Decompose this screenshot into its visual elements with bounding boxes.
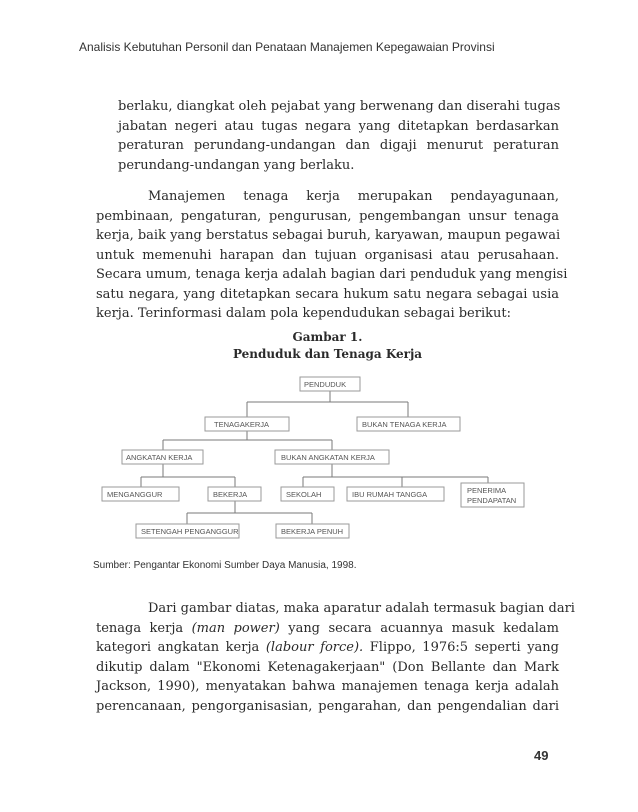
node-bekerja-penuh <box>276 524 349 538</box>
text-run: tenaga kerja <box>96 620 192 636</box>
paragraph-line: perencanaan, pengorganisasian, pengarahan, dan pengendalian dari <box>96 698 559 714</box>
node-setengah-penganggur <box>136 524 239 538</box>
node-tenagakerja <box>205 417 289 431</box>
paragraph-line: Secara umum, tenaga kerja adalah bagian dari penduduk yang mengisi <box>96 267 568 282</box>
node-menganggur <box>102 487 179 501</box>
figure-source: Sumber: Pengantar Ekonomi Sumber Daya Manusia, 1998. <box>93 560 357 571</box>
svg-text:PENDAPATAN: PENDAPATAN <box>467 496 517 505</box>
node-penerima-pendapatan <box>461 483 524 507</box>
node-angkatan-kerja <box>122 450 203 464</box>
svg-text:ANGKATAN KERJA: ANGKATAN KERJA <box>126 453 193 462</box>
text-run: Flippo, 1976:5 seperti yang <box>363 640 559 655</box>
svg-text:SEKOLAH: SEKOLAH <box>286 490 322 499</box>
running-header: Analisis Kebutuhan Personil dan Penataan Manajemen Kepegawaian Provinsi <box>79 40 495 54</box>
page-number: 49 <box>534 748 549 763</box>
paragraph-3 <box>96 599 575 716</box>
svg-text:BEKERJA PENUH: BEKERJA PENUH <box>281 527 344 536</box>
paragraph-line: jabatan negeri atau tugas negara yang ditetapkan berdasarkan <box>118 118 559 134</box>
paragraph-line <box>96 619 559 639</box>
svg-text:BUKAN TENAGA KERJA: BUKAN TENAGA KERJA <box>362 420 447 429</box>
node-penduduk <box>300 377 360 391</box>
node-ibu-rumah-tangga <box>347 487 444 501</box>
paragraph-line: berlaku, diangkat oleh pejabat yang berwenang dan diserahi tugas <box>118 99 561 114</box>
paragraph-line: pembinaan, pengaturan, pengurusan, pengembangan unsur tenaga <box>96 208 559 224</box>
paragraph-line: satu negara, yang ditetapkan secara hukum satu negara sebagai usia <box>96 286 559 302</box>
text-run: yang secara acuannya masuk kedalam <box>279 620 559 636</box>
svg-text:TENAGAKERJA: TENAGAKERJA <box>214 420 270 429</box>
node-bukan-angkatan-kerja <box>275 450 389 464</box>
svg-text:PENDUDUK: PENDUDUK <box>304 380 347 389</box>
italic-term: (man power) <box>191 620 280 636</box>
svg-text:PENERIMA: PENERIMA <box>467 486 507 495</box>
svg-text:BEKERJA: BEKERJA <box>213 490 248 499</box>
svg-text:BUKAN ANGKATAN KERJA: BUKAN ANGKATAN KERJA <box>281 453 375 462</box>
text-run: kategori angkatan kerja <box>96 640 266 655</box>
paragraph-line: dikutip dalam "Ekonomi Ketenagakerjaan" (Don Bellante dan Mark <box>96 659 559 675</box>
svg-text:IBU RUMAH TANGGA: IBU RUMAH TANGGA <box>352 490 428 499</box>
italic-term: (labour force). <box>265 640 364 655</box>
paragraph-line: untuk memenuhi harapan dan tujuan organisasi atau perusahaan. <box>96 247 559 263</box>
paragraph-line: peraturan perundang-undangan dan digaji menurut peraturan <box>118 138 559 153</box>
node-sekolah <box>281 487 334 501</box>
figure-title: Penduduk dan Tenaga Kerja <box>232 347 423 361</box>
paragraph-line: kerja. Terinformasi dalam pola kependudukan sebagai berikut: <box>96 306 511 321</box>
node-bekerja <box>208 487 261 501</box>
paragraph-line: Manajemen tenaga kerja merupakan pendayagunaan, <box>148 189 559 204</box>
node-bukan-tenaga-kerja <box>357 417 460 431</box>
svg-text:MENGANGGUR: MENGANGGUR <box>107 490 163 499</box>
paragraph-line <box>96 638 559 658</box>
svg-text:SETENGAH PENGANGGUR: SETENGAH PENGANGGUR <box>141 527 239 536</box>
paragraph-line: Jackson, 1990), menyatakan bahwa manajemen tenaga kerja adalah <box>96 679 559 694</box>
paragraph-line: kerja, baik yang berstatus sebagai buruh, karyawan, maupun pegawai <box>96 228 561 243</box>
paragraph-line: perundang-undangan yang berlaku. <box>118 157 355 173</box>
paragraph-line: Dari gambar diatas, maka aparatur adalah termasuk bagian dari <box>148 601 575 616</box>
figure-label: Gambar 1. <box>292 330 363 344</box>
